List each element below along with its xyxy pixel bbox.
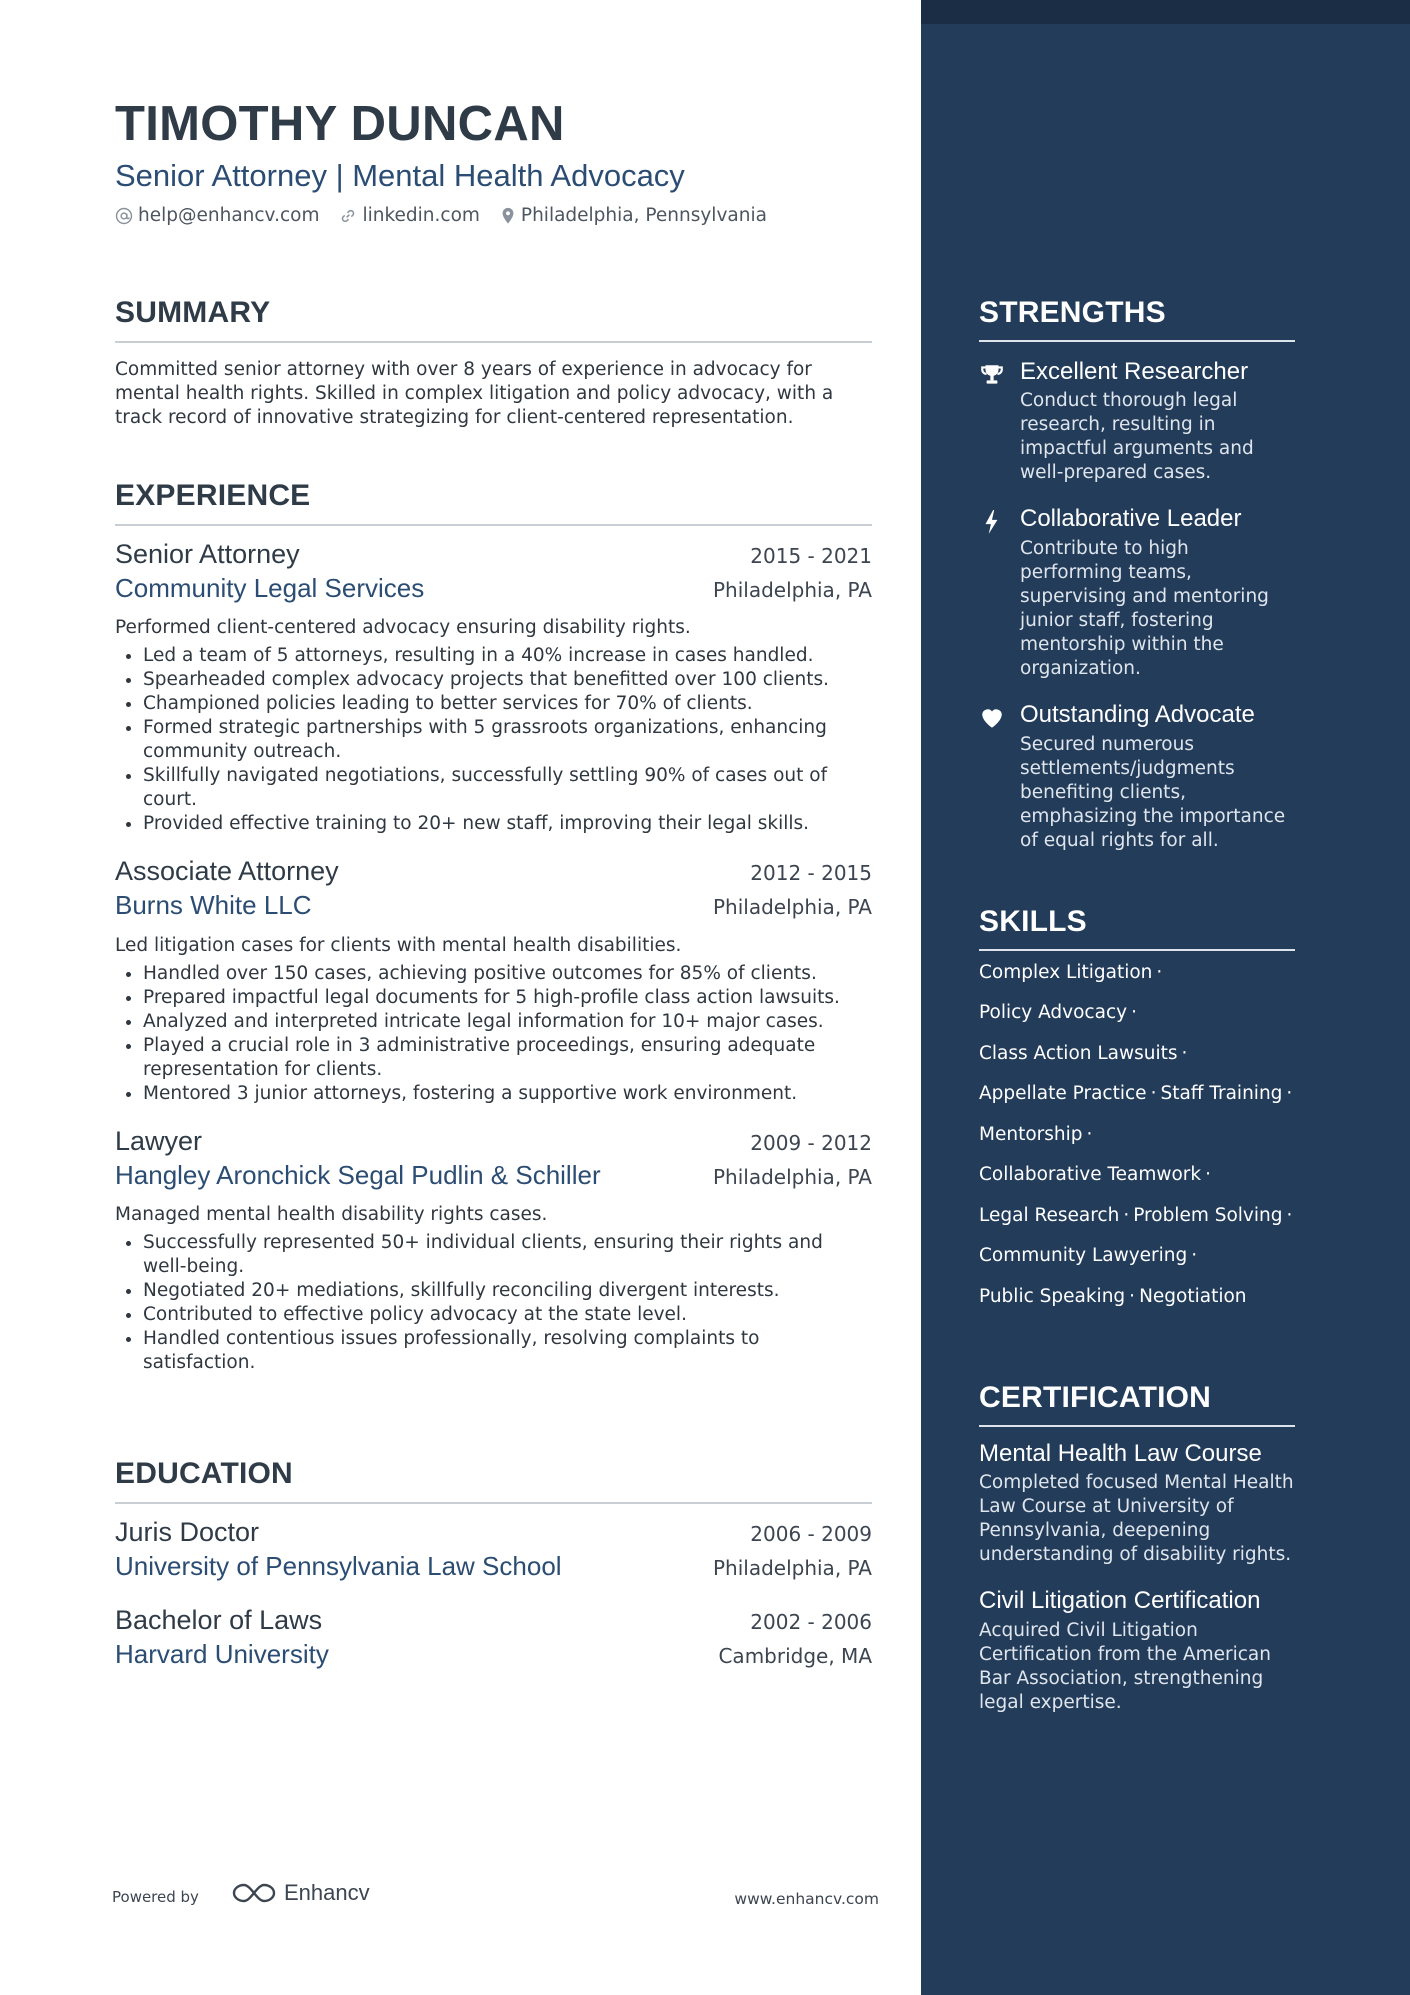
job-bullets	[115, 644, 872, 836]
bullet-item: • Handled contentious issues professionally, resolving complaints to satisfaction.	[143, 1327, 872, 1375]
strength-title: Outstanding Advocate	[1020, 701, 1255, 729]
skill-separator: ·	[1191, 1245, 1198, 1266]
skills-row	[979, 953, 1295, 994]
skill-separator: ·	[1205, 1164, 1212, 1185]
skill-tag: Problem Solving	[1133, 1204, 1283, 1226]
skill-separator: ·	[1086, 1123, 1093, 1145]
job-intro: Performed client-centered advocacy ensuring disability rights.	[115, 617, 691, 639]
skills-row	[979, 1115, 1295, 1156]
strength-title: Excellent Researcher	[1020, 357, 1249, 385]
linkedin-text: linkedin.com	[362, 205, 480, 227]
school: Harvard University	[115, 1639, 329, 1670]
bullet-item: • Analyzed and interpreted intricate legal information for 10+ major cases.	[143, 1010, 872, 1034]
degree: Juris Doctor	[115, 1516, 260, 1547]
skill-tag: Negotiation	[1139, 1285, 1247, 1307]
job-role: Lawyer	[115, 1125, 203, 1156]
skill-separator: ·	[1156, 961, 1163, 983]
strengths-section	[979, 296, 1295, 853]
contact-linkedin[interactable]	[339, 205, 479, 226]
certification-title: Mental Health Law Course	[979, 1439, 1262, 1467]
skill-tag: Complex Litigation	[979, 961, 1153, 983]
bullet-item: • Successfully represented 50+ individual clients, ensuring their rights and well-being.	[143, 1231, 872, 1279]
job-role: Associate Attorney	[115, 856, 339, 887]
skill-separator: ·	[1286, 1083, 1293, 1104]
certification-heading: CERTIFICATION	[979, 1381, 1295, 1427]
job-location: Philadelphia, PA	[712, 577, 872, 602]
bullet-item: • Handled over 150 cases, achieving positive outcomes for 85% of clients.	[143, 962, 872, 986]
skill-tag: Class Action Lawsuits	[979, 1042, 1178, 1064]
strength-item	[979, 358, 1295, 486]
bullet-item: • Contributed to effective policy advocacy at the state level.	[143, 1303, 872, 1327]
contact-row	[115, 205, 872, 226]
skills-row	[979, 1074, 1295, 1115]
job-dates: 2012 - 2015	[750, 861, 872, 886]
bullet-item: • Prepared impactful legal documents for 5 high-profile class action lawsuits.	[143, 986, 872, 1010]
education-location: Philadelphia, PA	[712, 1555, 872, 1580]
skill-tag: Mentorship	[979, 1123, 1083, 1145]
skill-tag: Community Lawyering	[979, 1245, 1188, 1266]
job-bullets	[115, 1231, 872, 1375]
skill-tag: Collaborative Teamwork	[979, 1164, 1202, 1185]
experience-item	[115, 538, 872, 837]
skills-row	[979, 993, 1295, 1034]
strengths-heading: STRENGTHS	[979, 296, 1295, 342]
education-item	[115, 1516, 872, 1583]
experience-item	[115, 1125, 872, 1376]
skills-heading: SKILLS	[979, 905, 1295, 951]
skills-row	[979, 1155, 1295, 1196]
skills-row	[979, 1034, 1295, 1075]
strength-item	[979, 505, 1295, 681]
experience-section	[115, 479, 872, 1375]
summary-text: Committed senior attorney with over 8 years of experience in advocacy for mental health rights. Skilled in complex litigation and policy advocacy, with a track record of innovative strategizing for client-centered representation.	[115, 358, 834, 428]
location-pin-icon	[500, 207, 516, 225]
job-role: Senior Attorney	[115, 538, 300, 569]
job-dates: 2009 - 2012	[750, 1130, 872, 1155]
job-location: Philadelphia, PA	[712, 895, 872, 920]
strength-description: Conduct thorough legal research, resulting in impactful arguments and well-prepared cases.	[1020, 390, 1254, 484]
strength-item	[979, 701, 1295, 853]
bullet-item: • Championed policies leading to better services for 70% of clients.	[143, 692, 872, 716]
education-dates: 2006 - 2009	[750, 1521, 872, 1546]
brand-name: Enhancv	[284, 1880, 370, 1905]
education-dates: 2002 - 2006	[750, 1610, 872, 1635]
certification-title: Civil Litigation Certification	[979, 1587, 1261, 1615]
candidate-title: Senior Attorney | Mental Health Advocacy	[115, 158, 685, 193]
job-intro: Managed mental health disability rights cases.	[115, 1204, 548, 1226]
skills-row	[979, 1277, 1295, 1318]
certification-section	[979, 1381, 1295, 1715]
skill-separator: ·	[1150, 1083, 1157, 1104]
job-dates: 2015 - 2021	[750, 543, 872, 568]
website-link[interactable]: www.enhancv.com	[734, 1890, 879, 1908]
skill-separator: ·	[1129, 1285, 1136, 1307]
skill-tag: Staff Training	[1160, 1083, 1283, 1104]
contact-email[interactable]	[115, 205, 319, 226]
education-section	[115, 1457, 872, 1671]
certification-description: Acquired Civil Litigation Certification from the American Bar Association, strengthening legal expertise.	[979, 1620, 1271, 1714]
bullet-item: • Spearheaded complex advocacy projects that benefitted over 100 clients.	[143, 668, 872, 692]
bullet-item: • Formed strategic partnerships with 5 grassroots organizations, enhancing community outreach.	[143, 716, 872, 764]
location-text: Philadelphia, Pennsylvania	[520, 205, 767, 227]
education-heading: EDUCATION	[115, 1457, 872, 1504]
experience-item	[115, 855, 872, 1106]
strength-description: Contribute to high performing teams, supervising and mentoring junior staff, fostering mentorship within the organization.	[1020, 538, 1269, 680]
powered-by-label: Powered by	[112, 1888, 199, 1906]
trophy-icon	[979, 362, 1005, 388]
certification-description: Completed focused Mental Health Law Course at University of Pennsylvania, deepening understanding of disability rights.	[979, 1472, 1294, 1566]
skill-separator: ·	[1181, 1042, 1188, 1064]
enhancv-logo-icon	[230, 1880, 278, 1906]
footer	[112, 1880, 879, 1910]
degree: Bachelor of Laws	[115, 1605, 323, 1636]
job-location: Philadelphia, PA	[712, 1165, 872, 1190]
job-company: Burns White LLC	[115, 890, 312, 921]
heart-icon	[979, 705, 1005, 731]
skills-row	[979, 1236, 1295, 1277]
sidebar	[921, 0, 1410, 1995]
bullet-item: • Played a crucial role in 3 administrative proceedings, ensuring adequate representation for clients.	[143, 1034, 872, 1082]
skill-tag: Public Speaking	[979, 1285, 1126, 1307]
at-icon	[115, 207, 133, 225]
school: University of Pennsylvania Law School	[115, 1550, 562, 1581]
skill-separator: ·	[1131, 1002, 1137, 1023]
email-text: help@enhancv.com	[138, 205, 320, 227]
experience-heading: EXPERIENCE	[115, 479, 872, 526]
skill-separator: ·	[1123, 1204, 1130, 1226]
sidebar-top-bar	[921, 0, 1410, 24]
skills-section	[979, 905, 1295, 1317]
job-company: Community Legal Services	[115, 572, 425, 603]
bullet-item: • Negotiated 20+ mediations, skillfully reconciling divergent interests.	[143, 1279, 872, 1303]
strength-description: Secured numerous settlements/judgments benefiting clients, emphasizing the importance of equal rights for all.	[1020, 733, 1286, 851]
skill-tag: Policy Advocacy	[979, 1002, 1128, 1023]
bullet-item: • Mentored 3 junior attorneys, fostering a supportive work environment.	[143, 1082, 872, 1106]
skills-row	[979, 1196, 1295, 1237]
strength-title: Collaborative Leader	[1020, 505, 1242, 533]
bullet-item: • Provided effective training to 20+ new staff, improving their legal skills.	[143, 812, 872, 836]
lightning-icon	[979, 509, 1005, 535]
skill-separator: ·	[1286, 1204, 1293, 1226]
job-company: Hangley Aronchick Segal Pudlin & Schiller	[115, 1160, 601, 1191]
skill-tag: Appellate Practice	[979, 1083, 1147, 1104]
brand-logo[interactable]	[230, 1880, 370, 1906]
bullet-item: • Led a team of 5 attorneys, resulting in a 40% increase in cases handled.	[143, 644, 872, 668]
summary-section	[115, 296, 872, 430]
bullet-item: • Skillfully navigated negotiations, successfully settling 90% of cases out of court.	[143, 764, 872, 812]
candidate-name: TIMOTHY DUNCAN	[115, 97, 565, 151]
skill-tag: Legal Research	[979, 1204, 1120, 1226]
link-icon	[339, 207, 357, 225]
job-bullets	[115, 962, 872, 1106]
certification-item	[979, 1440, 1295, 1568]
skills-list	[979, 953, 1295, 1318]
resume-header	[115, 97, 872, 227]
certification-item	[979, 1587, 1295, 1715]
education-location: Cambridge, MA	[718, 1644, 872, 1669]
summary-heading: SUMMARY	[115, 296, 872, 343]
job-intro: Led litigation cases for clients with mental health disabilities.	[115, 934, 682, 956]
contact-location	[500, 205, 767, 226]
education-item	[115, 1604, 872, 1671]
